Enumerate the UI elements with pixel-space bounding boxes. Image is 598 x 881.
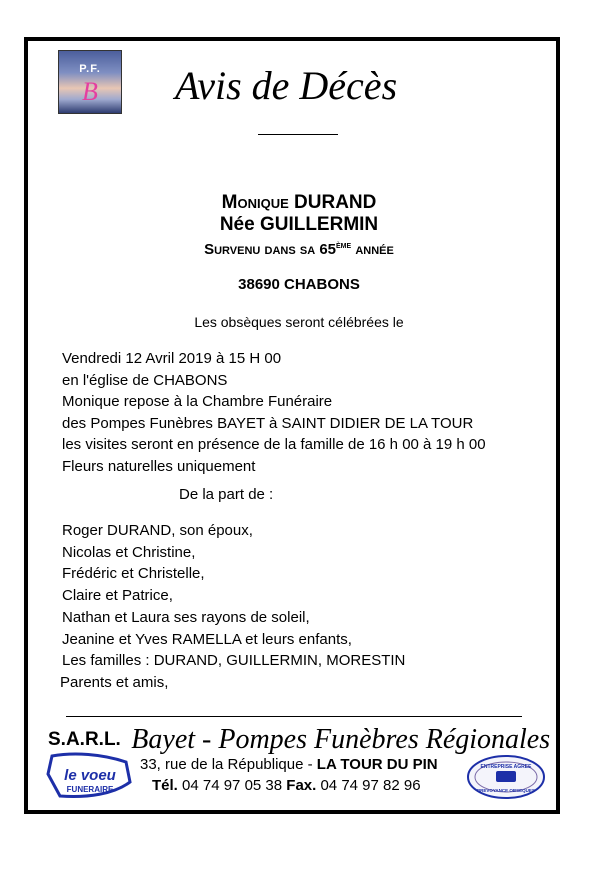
badge-top-text: ENTREPRISE AGREE (480, 764, 532, 770)
family-intro: De la part de : (179, 486, 274, 503)
funeraire-text: FUNERAIRE (66, 785, 114, 794)
age-sup: ème (336, 240, 352, 251)
company-address (140, 755, 438, 775)
address-city: LA TOUR DU PIN (316, 756, 438, 773)
company-name: Bayet - Pompes Funèbres Régionales (131, 724, 551, 755)
footer-divider (66, 716, 522, 717)
badge-center-mark (496, 771, 516, 782)
family-line: Nicolas et Christine, (62, 543, 196, 561)
logo-b-letter: B (82, 77, 98, 106)
family-line: Claire et Patrice, (62, 587, 173, 605)
fax-number: 04 74 97 82 96 (316, 777, 421, 794)
family-list (62, 520, 405, 694)
tel-label: Tél. (152, 777, 178, 794)
deceased-city: 38690 CHABONS (238, 276, 360, 293)
company-prefix: S.A.R.L. (48, 729, 121, 750)
deceased-age (0, 236, 598, 260)
family-line: Les familles : DURAND, GUILLERMIN, MORESTIN (62, 652, 406, 670)
funeral-line: en l'église de CHABONS (62, 371, 228, 389)
family-line: Frédéric et Christelle, (62, 565, 205, 583)
agreed-company-badge (466, 754, 546, 800)
family-line: Roger DURAND, son époux, (62, 522, 253, 539)
funeral-line: Monique repose à la Chambre Funéraire (62, 393, 333, 410)
funeral-details (62, 348, 486, 477)
family-line: Nathan et Laura ses rayons de soleil, (62, 608, 310, 626)
title-divider (258, 134, 338, 135)
badge-bottom-text: PREVOYANCE OBSEQUES (477, 788, 535, 793)
company-phones (152, 776, 421, 796)
le-voeu-text: le voeu (64, 767, 116, 784)
funeral-line: les visites seront en présence de la famille de 16 h 00 à 19 h 00 (62, 436, 486, 453)
deceased-birth-name: Née GUILLERMIN (219, 214, 379, 235)
le-voeu-logo (44, 752, 136, 802)
tel-number: 04 74 97 05 38 (177, 777, 287, 794)
notice-title: Avis de Décès (175, 63, 398, 108)
pf-logo (58, 50, 122, 114)
deceased-name: Monique DURAND (221, 192, 377, 213)
logo-pf-text: P.F. (79, 63, 101, 75)
age-prefix: Survenu dans sa 65 (204, 241, 337, 258)
funeral-line: Fleurs naturelles uniquement (62, 457, 256, 475)
fax-label: Fax. (286, 777, 317, 794)
family-line: Jeanine et Yves RAMELLA et leurs enfants, (62, 630, 352, 648)
funeral-intro: Les obsèques seront célébrées le (194, 314, 404, 330)
address-street: 33, rue de la République - (140, 756, 317, 773)
age-suffix: année (351, 241, 394, 258)
funeral-line: Vendredi 12 Avril 2019 à 15 H 00 (62, 350, 282, 367)
family-line: Parents et amis, (60, 673, 169, 691)
funeral-line: des Pompes Funèbres BAYET à SAINT DIDIER DE LA TOUR (62, 414, 474, 432)
